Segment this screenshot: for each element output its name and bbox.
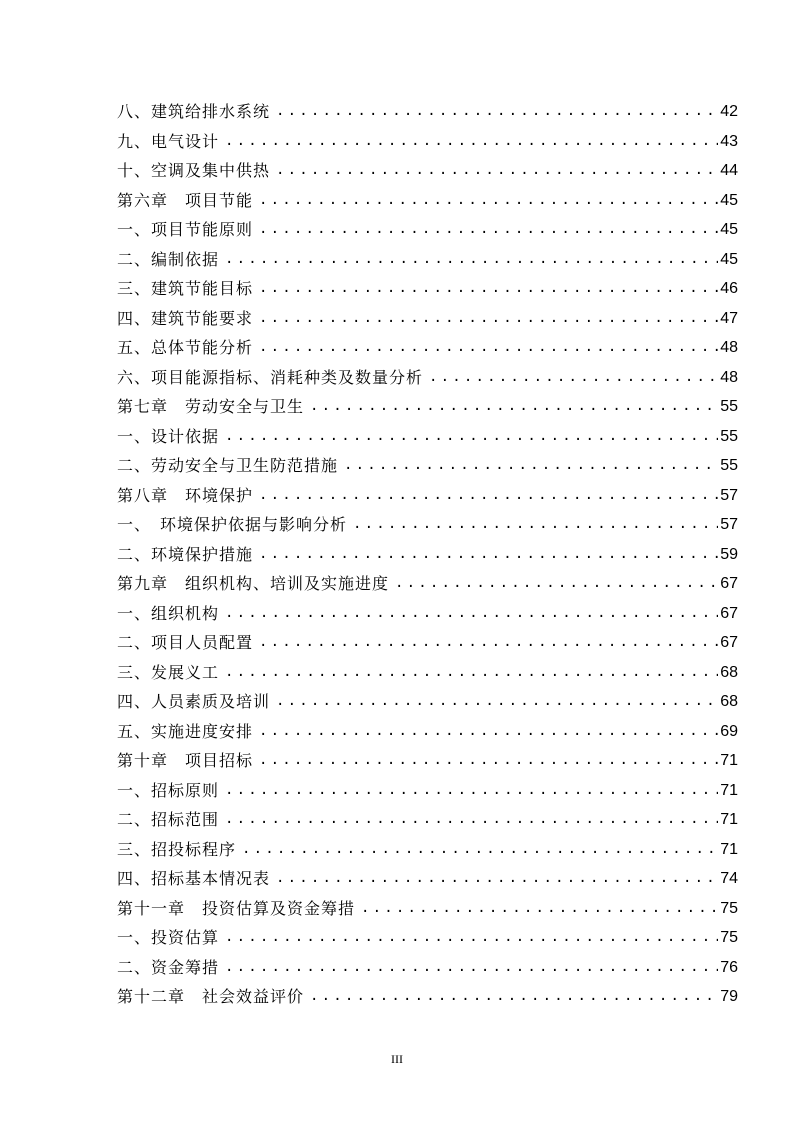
toc-entry-page: 76 bbox=[720, 958, 738, 976]
toc-dot-leader bbox=[344, 451, 718, 481]
toc-dot-leader bbox=[225, 422, 718, 452]
toc-entry[interactable] bbox=[117, 776, 738, 806]
toc-dot-leader bbox=[259, 746, 718, 776]
toc-dot-leader bbox=[276, 687, 718, 717]
toc-entry-page: 71 bbox=[720, 781, 738, 799]
toc-entry-title: 二、项目人员配置 bbox=[117, 633, 254, 652]
toc-entry-page: 55 bbox=[720, 457, 738, 474]
toc-entry[interactable] bbox=[117, 746, 738, 776]
toc-entry[interactable] bbox=[117, 481, 738, 511]
toc-dot-leader bbox=[276, 864, 718, 894]
toc-entry-title: 第八章 环境保护 bbox=[117, 485, 254, 505]
toc-entry[interactable] bbox=[117, 982, 738, 1012]
toc-entry-title: 一、组织机构 bbox=[117, 603, 220, 623]
toc-entry-title: 三、发展义工 bbox=[117, 662, 220, 682]
toc-entry-page: 48 bbox=[720, 339, 738, 356]
toc-entry-title: 二、环境保护措施 bbox=[117, 544, 254, 564]
toc-entry[interactable] bbox=[117, 599, 738, 629]
toc-entry-title: 二、资金筹措 bbox=[117, 957, 220, 977]
toc-dot-leader bbox=[225, 599, 718, 629]
toc-entry-title: 第七章 劳动安全与卫生 bbox=[117, 397, 305, 416]
toc-entry-title: 四、人员素质及培训 bbox=[117, 692, 271, 711]
toc-entry[interactable] bbox=[117, 304, 738, 334]
toc-entry-page: 68 bbox=[720, 693, 738, 710]
toc-dot-leader bbox=[225, 127, 718, 157]
toc-entry[interactable] bbox=[117, 628, 738, 658]
toc-entry[interactable] bbox=[117, 894, 738, 924]
toc-entry-title: 六、项目能源指标、消耗种类及数量分析 bbox=[117, 367, 424, 387]
toc-entry[interactable] bbox=[117, 274, 738, 304]
toc-dot-leader bbox=[353, 510, 718, 540]
toc-entry-page: 68 bbox=[720, 663, 738, 681]
toc-entry-page: 43 bbox=[720, 132, 738, 150]
toc-entry-page: 69 bbox=[720, 722, 738, 740]
toc-entry-page: 47 bbox=[720, 309, 738, 327]
toc-entry-page: 79 bbox=[720, 988, 738, 1005]
toc-entry-page: 67 bbox=[720, 575, 738, 592]
toc-entry-page: 45 bbox=[720, 250, 738, 268]
toc-dot-leader bbox=[225, 245, 718, 275]
toc-entry[interactable] bbox=[117, 127, 738, 157]
toc-entry[interactable] bbox=[117, 923, 738, 953]
toc-entry-title: 八、建筑给排水系统 bbox=[117, 102, 271, 121]
toc-entry-title: 十、空调及集中供热 bbox=[117, 161, 271, 180]
toc-entry-title: 五、实施进度安排 bbox=[117, 721, 254, 741]
toc-dot-leader bbox=[259, 628, 718, 658]
toc-entry-title: 四、招标基本情况表 bbox=[117, 869, 271, 888]
table-of-contents bbox=[117, 97, 738, 1012]
toc-entry-page: 74 bbox=[720, 870, 738, 887]
toc-entry-title: 二、劳动安全与卫生防范措施 bbox=[117, 456, 339, 475]
toc-entry-page: 71 bbox=[720, 752, 738, 769]
toc-dot-leader bbox=[259, 215, 718, 245]
toc-entry-page: 67 bbox=[720, 604, 738, 622]
toc-entry[interactable] bbox=[117, 215, 738, 245]
page-number: III bbox=[391, 1052, 403, 1066]
toc-entry-page: 67 bbox=[720, 634, 738, 651]
toc-entry-page: 71 bbox=[720, 840, 738, 858]
toc-dot-leader bbox=[395, 569, 718, 599]
toc-dot-leader bbox=[259, 540, 718, 570]
toc-entry[interactable] bbox=[117, 245, 738, 275]
toc-dot-leader bbox=[225, 953, 718, 983]
toc-entry-page: 59 bbox=[720, 545, 738, 563]
toc-entry-title: 一、 环境保护依据与影响分析 bbox=[117, 515, 348, 534]
toc-entry[interactable] bbox=[117, 864, 738, 894]
toc-entry[interactable] bbox=[117, 717, 738, 747]
toc-entry-title: 第十二章 社会效益评价 bbox=[117, 987, 305, 1006]
toc-entry-title: 三、建筑节能目标 bbox=[117, 279, 254, 298]
toc-entry[interactable] bbox=[117, 333, 738, 363]
toc-entry-page: 71 bbox=[720, 811, 738, 828]
toc-dot-leader bbox=[276, 156, 718, 186]
toc-entry-page: 45 bbox=[720, 191, 738, 209]
toc-entry-page: 57 bbox=[720, 516, 738, 533]
toc-entry-title: 四、建筑节能要求 bbox=[117, 308, 254, 328]
toc-entry[interactable] bbox=[117, 835, 738, 865]
toc-entry[interactable] bbox=[117, 687, 738, 717]
toc-entry-page: 57 bbox=[720, 486, 738, 504]
toc-entry[interactable] bbox=[117, 392, 738, 422]
toc-entry-title: 一、招标原则 bbox=[117, 780, 220, 800]
toc-entry-title: 第十一章 投资估算及资金筹措 bbox=[117, 898, 356, 918]
toc-entry-page: 55 bbox=[720, 398, 738, 415]
toc-dot-leader bbox=[259, 186, 718, 216]
toc-dot-leader bbox=[259, 481, 718, 511]
toc-entry-page: 48 bbox=[720, 368, 738, 386]
toc-dot-leader bbox=[259, 717, 718, 747]
toc-entry[interactable] bbox=[117, 422, 738, 452]
toc-entry[interactable] bbox=[117, 363, 738, 393]
toc-entry-title: 一、投资估算 bbox=[117, 928, 220, 947]
toc-dot-leader bbox=[225, 776, 718, 806]
toc-entry-title: 一、项目节能原则 bbox=[117, 220, 254, 239]
toc-entry-page: 55 bbox=[720, 427, 738, 445]
toc-dot-leader bbox=[259, 333, 718, 363]
toc-entry-page: 45 bbox=[720, 221, 738, 238]
toc-entry-page: 42 bbox=[720, 103, 738, 120]
toc-dot-leader bbox=[276, 97, 718, 127]
toc-entry[interactable] bbox=[117, 953, 738, 983]
toc-entry-title: 一、设计依据 bbox=[117, 426, 220, 446]
toc-entry-title: 五、总体节能分析 bbox=[117, 338, 254, 357]
toc-entry[interactable] bbox=[117, 97, 738, 127]
toc-entry-page: 46 bbox=[720, 280, 738, 297]
toc-entry-title: 第九章 组织机构、培训及实施进度 bbox=[117, 574, 390, 593]
toc-dot-leader bbox=[310, 392, 718, 422]
toc-entry-title: 九、电气设计 bbox=[117, 131, 220, 151]
toc-entry[interactable] bbox=[117, 569, 738, 599]
toc-dot-leader bbox=[225, 923, 718, 953]
toc-entry[interactable] bbox=[117, 510, 738, 540]
toc-entry[interactable] bbox=[117, 540, 738, 570]
toc-entry[interactable] bbox=[117, 658, 738, 688]
toc-entry-page: 75 bbox=[720, 929, 738, 946]
toc-entry[interactable] bbox=[117, 186, 738, 216]
toc-dot-leader bbox=[429, 363, 718, 393]
toc-entry-title: 三、招投标程序 bbox=[117, 839, 237, 859]
toc-dot-leader bbox=[310, 982, 718, 1012]
toc-dot-leader bbox=[259, 274, 718, 304]
toc-entry-title: 第六章 项目节能 bbox=[117, 190, 254, 210]
toc-entry[interactable] bbox=[117, 805, 738, 835]
toc-dot-leader bbox=[225, 658, 718, 688]
toc-entry-title: 第十章 项目招标 bbox=[117, 751, 254, 770]
toc-dot-leader bbox=[361, 894, 718, 924]
toc-entry-page: 44 bbox=[720, 162, 738, 179]
toc-dot-leader bbox=[242, 835, 718, 865]
toc-entry-title: 二、招标范围 bbox=[117, 810, 220, 829]
toc-dot-leader bbox=[225, 805, 718, 835]
toc-entry-page: 75 bbox=[720, 899, 738, 917]
toc-entry-title: 二、编制依据 bbox=[117, 249, 220, 269]
toc-entry[interactable] bbox=[117, 156, 738, 186]
toc-dot-leader bbox=[259, 304, 718, 334]
toc-entry[interactable] bbox=[117, 451, 738, 481]
